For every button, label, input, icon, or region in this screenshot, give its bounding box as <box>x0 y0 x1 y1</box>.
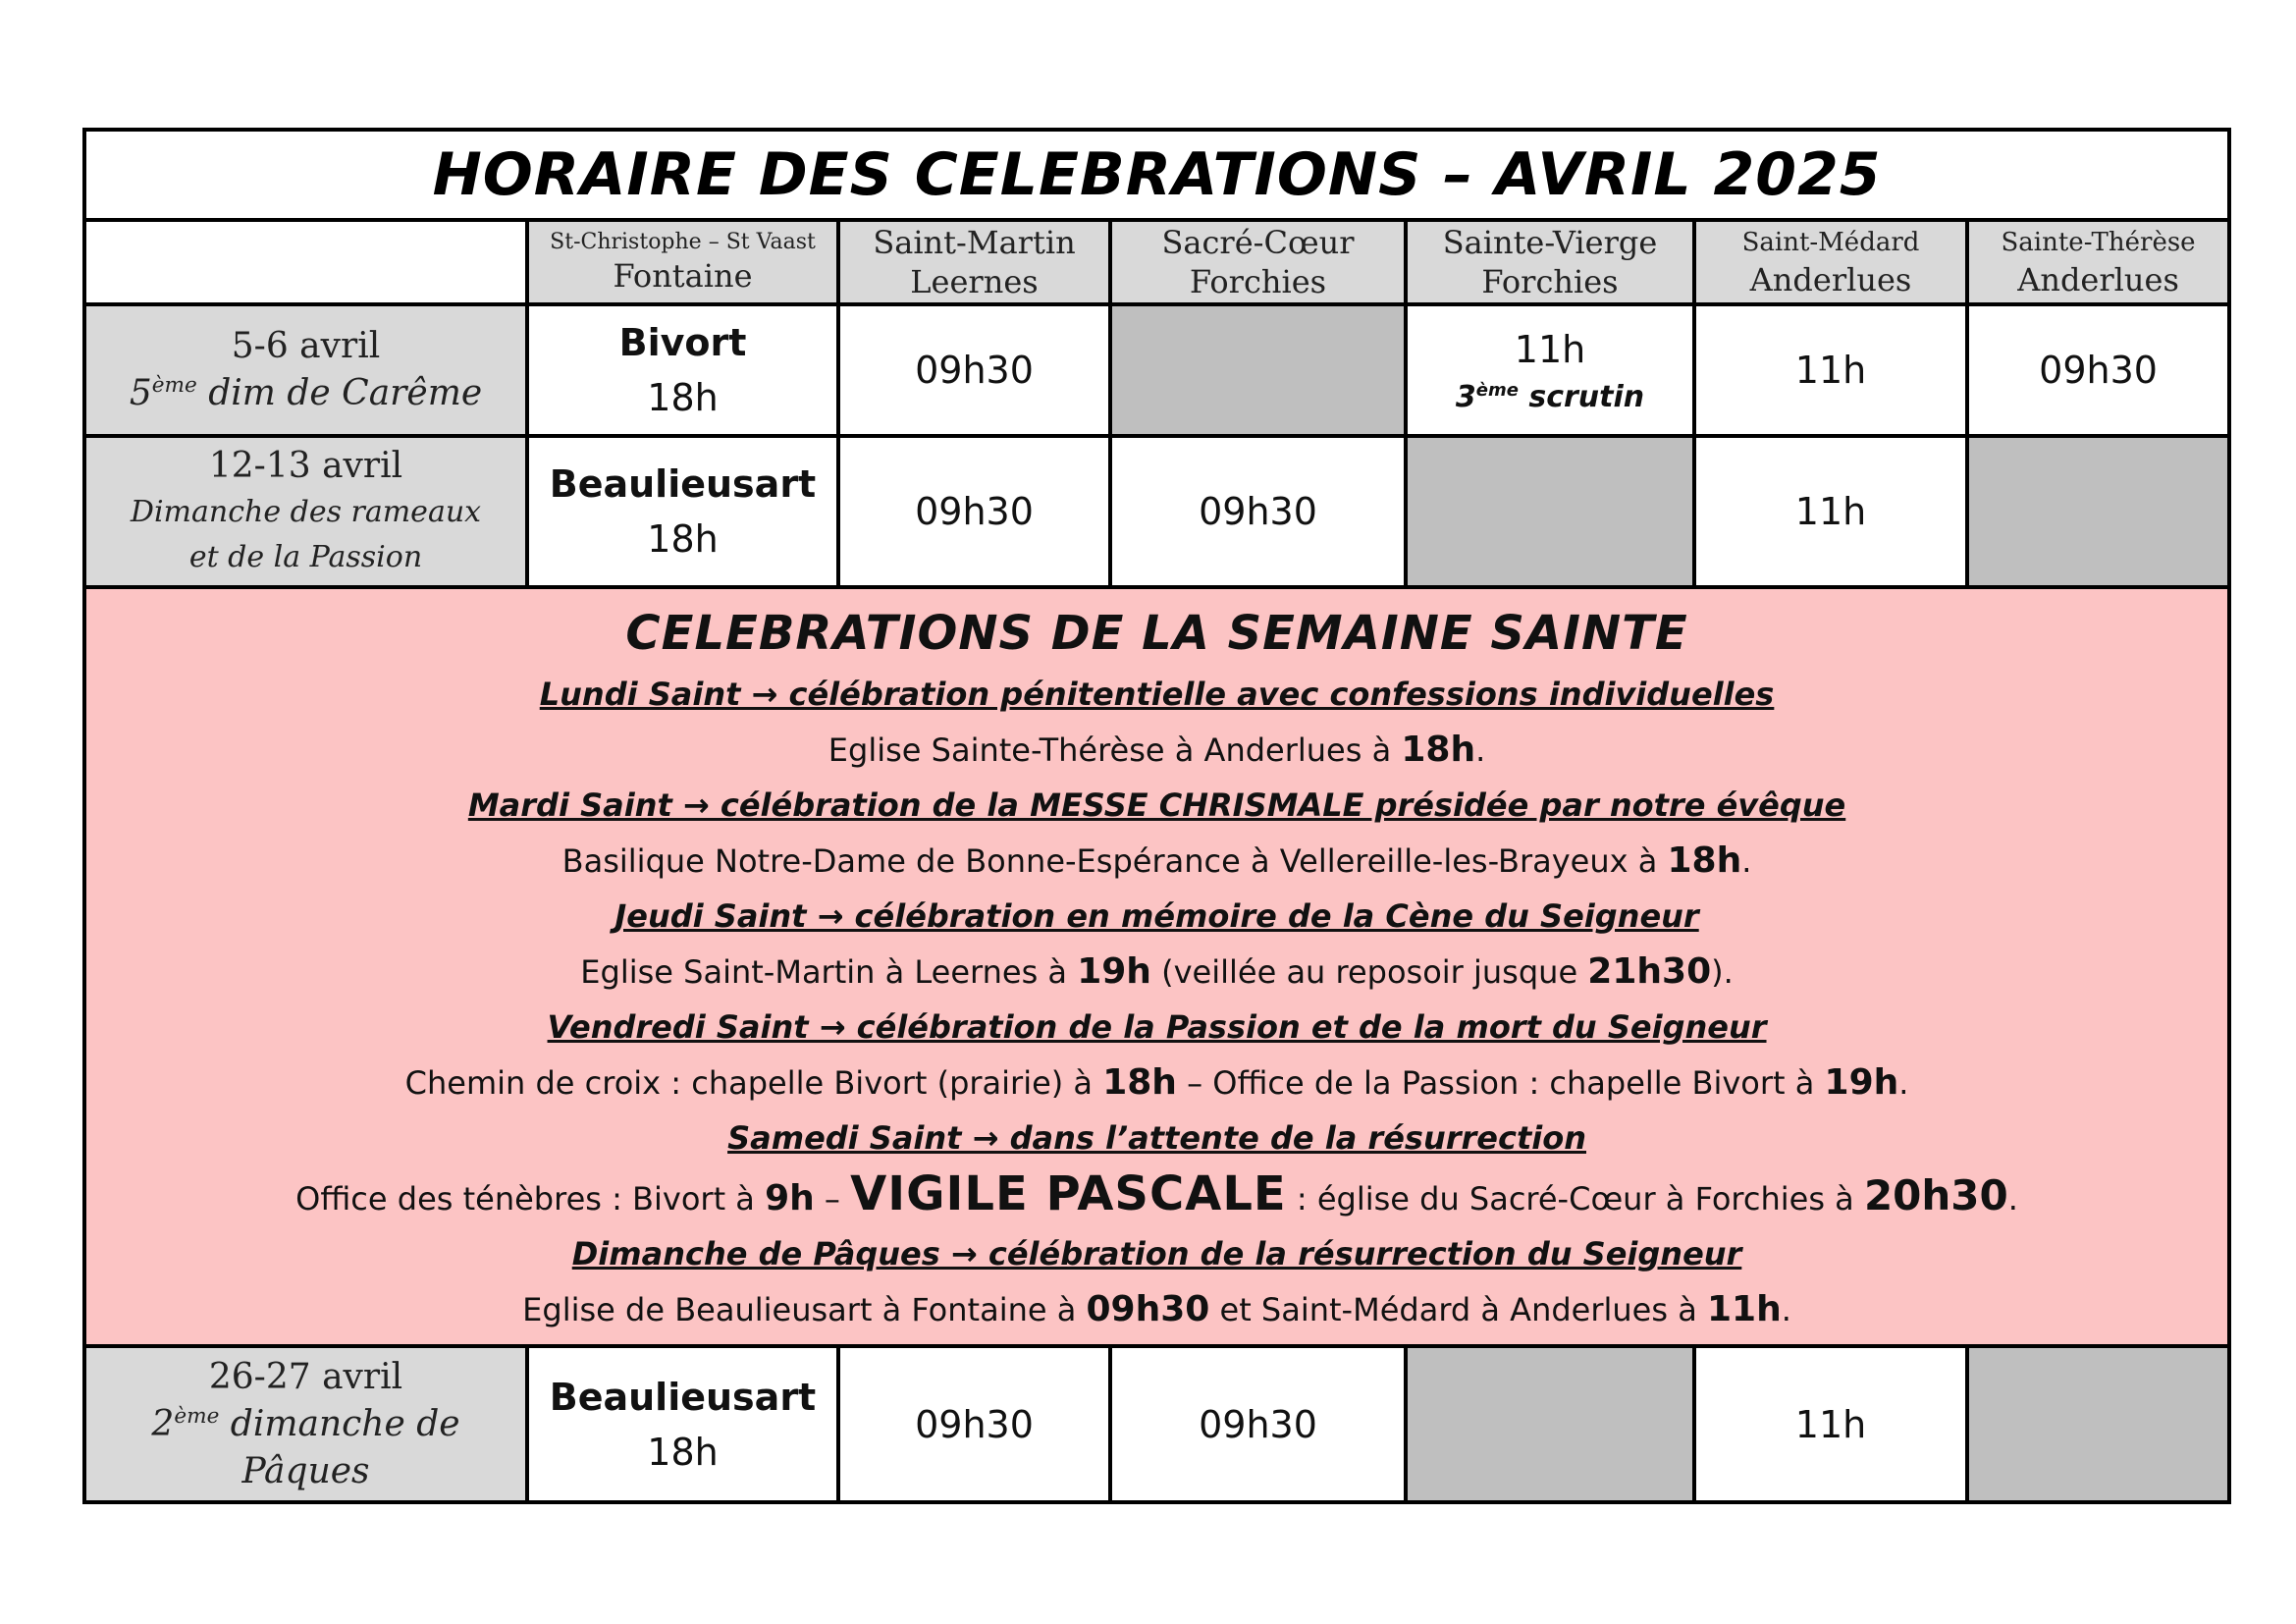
liturgical-label <box>86 370 525 417</box>
details-time: 19h <box>1824 1062 1899 1103</box>
holy-week-section <box>84 587 2229 1346</box>
schedule-row <box>84 304 2229 436</box>
details-time: 21h30 <box>1587 951 1712 992</box>
lundi-saint-heading: Lundi Saint → célébration pénitentielle avec confessions individuelles <box>539 676 1775 713</box>
column-header-line2: Fontaine <box>613 257 753 295</box>
label-number: 5 <box>129 373 152 413</box>
mardi-saint-details <box>86 833 2227 890</box>
schedule-row <box>84 1346 2229 1502</box>
cell-sainte-vierge-empty <box>1406 436 1694 587</box>
details-text: Eglise Saint-Martin à Leernes à <box>580 953 1078 991</box>
schedule-row <box>84 436 2229 587</box>
details-period: . <box>1898 1064 1909 1102</box>
column-header-line2: Forchies <box>1189 263 1327 300</box>
details-text: (veillée au reposoir jusque <box>1150 953 1588 991</box>
column-header-row <box>84 220 2229 304</box>
date-range: 12-13 avril <box>208 446 403 486</box>
mass-time: 11h <box>1514 328 1586 371</box>
note-number: 3 <box>1455 380 1476 414</box>
column-header-line1: Sainte-Thérèse <box>2001 228 2196 257</box>
liturgical-label-line2: et de la Passion <box>188 540 423 574</box>
details-text: Eglise de Beaulieusart à Fontaine à <box>522 1291 1087 1328</box>
cell-sacre-coeur-empty <box>1110 304 1406 436</box>
cell-fontaine <box>527 1346 838 1502</box>
date-cell <box>84 304 527 436</box>
details-text: et Saint-Médard à Anderlues à <box>1209 1291 1707 1328</box>
label-text: dimanche de <box>219 1403 460 1444</box>
header-corner <box>84 220 527 304</box>
cell-leernes: 09h30 <box>838 1346 1110 1502</box>
details-text: – Office de la Passion : chapelle Bivort à <box>1176 1064 1825 1102</box>
label-ordinal: ème <box>151 373 197 398</box>
vendredi-saint-details <box>86 1055 2227 1111</box>
cell-sainte-therese: 09h30 <box>1967 304 2229 436</box>
page-title: HORAIRE DES CELEBRATIONS – AVRIL 2025 <box>84 130 2229 220</box>
cell-fontaine <box>527 304 838 436</box>
cell-leernes: 09h30 <box>838 304 1110 436</box>
liturgical-label: Dimanche des rameaux <box>130 495 482 529</box>
details-text: Basilique Notre-Dame de Bonne-Espérance à Vellereille-les-Brayeux à <box>561 842 1668 880</box>
column-header-line1: Sacré-Cœur <box>1161 224 1355 261</box>
mardi-saint-heading: Mardi Saint → célébration de la MESSE CHRISMALE présidée par notre évêque <box>467 786 1846 824</box>
mass-time: 18h <box>647 376 719 419</box>
details-text: Eglise Sainte-Thérèse à Anderlues à <box>828 731 1402 769</box>
schedule-sheet <box>82 128 2227 1522</box>
cell-sacre-coeur: 09h30 <box>1110 436 1406 587</box>
details-text: ). <box>1711 953 1734 991</box>
note-ordinal: ème <box>1475 380 1519 401</box>
date-range: 5-6 avril <box>231 326 381 366</box>
cell-sainte-vierge <box>1406 304 1694 436</box>
column-header-fontaine <box>527 220 838 304</box>
cell-saint-medard: 11h <box>1694 304 1967 436</box>
details-time: 9h <box>765 1178 815 1218</box>
column-header-line2: Forchies <box>1481 263 1619 300</box>
lundi-saint-details <box>86 722 2227 779</box>
vendredi-saint-heading: Vendredi Saint → célébration de la Passion et de la mort du Seigneur <box>547 1008 1767 1046</box>
location-name: Beaulieusart <box>549 462 817 506</box>
column-header-line2: Anderlues <box>1749 261 1912 298</box>
column-header-line2: Anderlues <box>2017 261 2179 298</box>
column-header-saint-medard <box>1694 220 1967 304</box>
liturgical-label <box>86 1401 525 1448</box>
details-text: : église du Sacré-Cœur à Forchies à <box>1286 1180 1864 1218</box>
date-cell <box>84 1346 527 1502</box>
details-time: 19h <box>1077 951 1151 992</box>
column-header-sacre-coeur <box>1110 220 1406 304</box>
details-time: 18h <box>1401 730 1476 770</box>
jeudi-saint-details <box>86 944 2227 1001</box>
column-header-leernes <box>838 220 1110 304</box>
details-time: 18h <box>1667 840 1742 881</box>
label-text: dim de Carême <box>196 373 483 413</box>
details-time: 09h30 <box>1086 1289 1210 1329</box>
date-cell <box>84 436 527 587</box>
location-name: Bivort <box>618 321 747 364</box>
cell-sainte-therese-empty <box>1967 436 2229 587</box>
cell-fontaine <box>527 436 838 587</box>
details-separator: – <box>814 1180 851 1218</box>
column-header-sainte-therese <box>1967 220 2229 304</box>
cell-saint-medard: 11h <box>1694 436 1967 587</box>
dimanche-paques-details <box>86 1281 2227 1338</box>
vigile-pascale-label: VIGILE PASCALE <box>850 1166 1287 1221</box>
title-row <box>84 130 2229 220</box>
holy-week-title: CELEBRATIONS DE LA SEMAINE SAINTE <box>625 606 1688 661</box>
date-range: 26-27 avril <box>208 1356 403 1397</box>
details-period: . <box>1741 842 1752 880</box>
cell-sainte-therese-empty <box>1967 1346 2229 1502</box>
details-time: 20h30 <box>1863 1171 2008 1219</box>
cell-sainte-vierge-empty <box>1406 1346 1694 1502</box>
schedule-table <box>82 128 2231 1504</box>
column-header-line1: Saint-Médard <box>1741 228 1920 257</box>
details-period: . <box>1475 731 1486 769</box>
dimanche-paques-heading: Dimanche de Pâques → célébration de la résurrection du Seigneur <box>571 1235 1742 1272</box>
details-time: 11h <box>1706 1289 1782 1329</box>
cell-leernes: 09h30 <box>838 436 1110 587</box>
samedi-saint-details <box>86 1165 2227 1227</box>
column-header-line2: Leernes <box>910 263 1039 300</box>
jeudi-saint-heading: Jeudi Saint → célébration en mémoire de la Cène du Seigneur <box>614 897 1699 935</box>
scrutin-note <box>1408 377 1692 418</box>
note-text: scrutin <box>1518 380 1645 414</box>
label-number: 2 <box>151 1403 175 1444</box>
details-text: Chemin de croix : chapelle Bivort (prairie) à <box>404 1064 1103 1102</box>
holy-week-row <box>84 587 2229 1346</box>
details-period: . <box>1781 1291 1791 1328</box>
details-period: . <box>2007 1180 2018 1218</box>
column-header-line1: St-Christophe – St Vaast <box>550 230 816 254</box>
details-time: 18h <box>1102 1062 1177 1103</box>
cell-sacre-coeur: 09h30 <box>1110 1346 1406 1502</box>
label-ordinal: ème <box>174 1403 220 1429</box>
location-name: Beaulieusart <box>549 1375 817 1419</box>
column-header-line1: Sainte-Vierge <box>1442 224 1658 261</box>
column-header-sainte-vierge <box>1406 220 1694 304</box>
column-header-line1: Saint-Martin <box>873 224 1076 261</box>
samedi-saint-heading: Samedi Saint → dans l’attente de la résurrection <box>727 1119 1586 1157</box>
mass-time: 18h <box>647 517 719 561</box>
liturgical-label-line2: Pâques <box>241 1450 370 1491</box>
details-text: Office des ténèbres : Bivort à <box>295 1180 766 1218</box>
cell-saint-medard: 11h <box>1694 1346 1967 1502</box>
mass-time: 18h <box>647 1430 719 1474</box>
